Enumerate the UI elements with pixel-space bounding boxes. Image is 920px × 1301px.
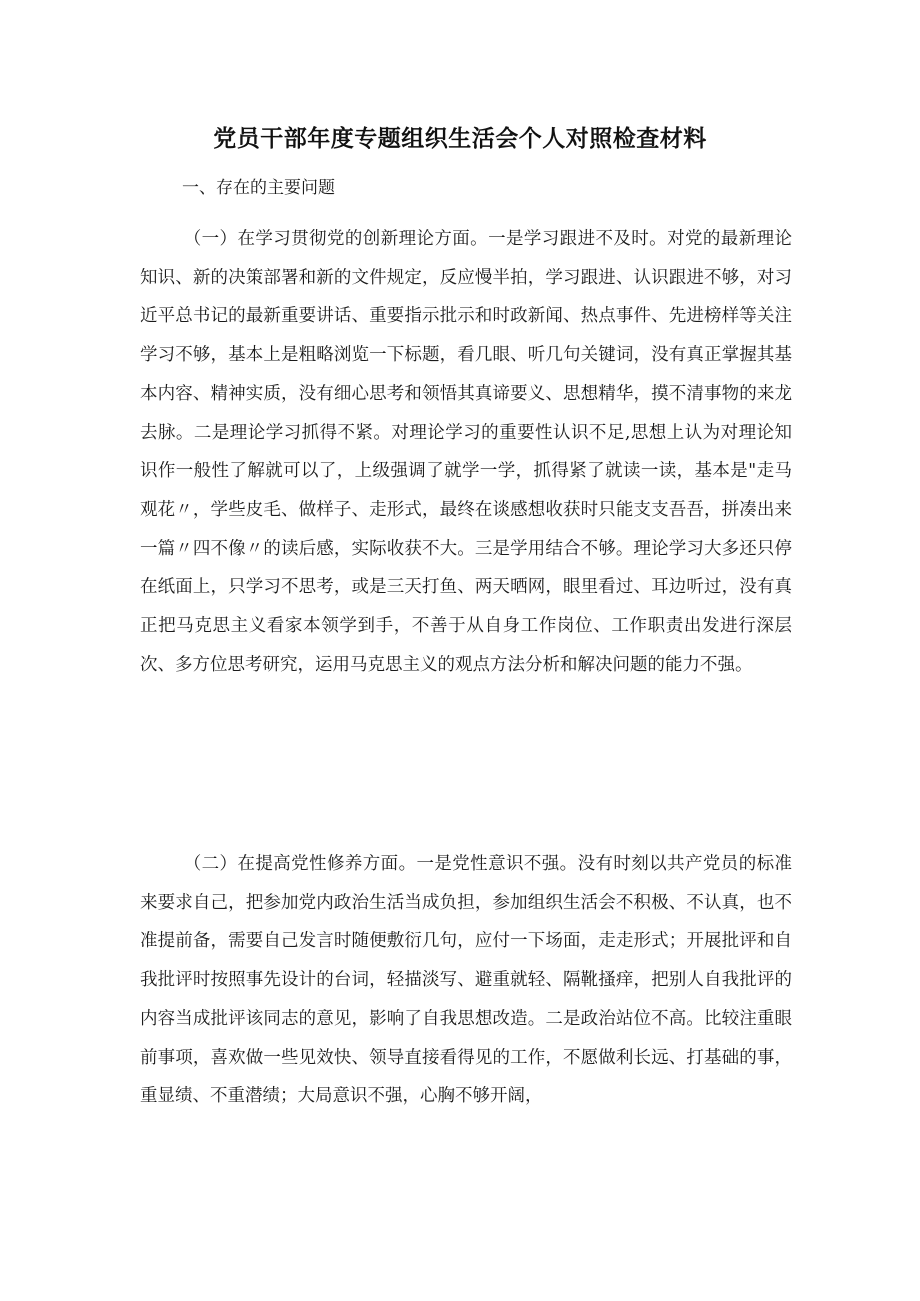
paragraph-party-spirit: （二）在提高党性修养方面。一是党性意识不强。没有时刻以共产党员的标准来要求自己，把参加党内政治生活当成负担，参加组织生活会不积极、不认真，也不准提前备，需要自己发言时随便敷衍几句，应付一下场面，走走形式；开展批评和自我批评时按照事先设计的台词，轻描淡写、避重就轻、隔靴搔痒，把别人自我批评的内容当成批评该同志的意见，影响了自我思想改造。二是政治站位不高。比较注重眼前事项，喜欢做一些见效快、领导直接看得见的工作，不愿做利长远、打基础的事，重显绩、不重潜绩；大局意识不强，心胸不够开阔，: [140, 854, 792, 1107]
paragraph-study-theory: （一）在学习贯彻党的创新理论方面。一是学习跟进不及时。对党的最新理论知识、新的决策部署和新的文件规定，反应慢半拍，学习跟进、认识跟进不够，对习近平总书记的最新重要讲话、重要指示批示和时政新闻、热点事件、先进榜样等关注学习不够，基本上是粗略浏览一下标题，看几眼、听几句关键词，没有真正掌握其基本内容、精神实质，没有细心思考和领悟其真谛要义、思想精华，摸不清事物的来龙去脉。二是理论学习抓得不紧。对理论学习的重要性认识不足,思想上认为对理论知识作一般性了解就可以了，上级强调了就学一学，抓得紧了就读一读，基本是"走马观花〃，学些皮毛、做样子、走形式，最终在谈感想收获时只能支支吾吾，拼凑出来一篇〃四不像〃的读后感，实际收获不大。三是学用结合不够。理论学习大多还只停在纸面上，只学习不思考，或是三天打鱼、两天晒网，眼里看过、耳边听过，没有真正把马克思主义看家本领学到手，不善于从自身工作岗位、工作职责出发进行深层次、多方位思考研究，运用马克思主义的观点方法分析和解决问题的能力不强。: [140, 229, 792, 675]
document-title: 党员干部年度专题组织生活会个人对照检查材料: [213, 126, 707, 152]
section-heading: 一、存在的主要问题: [182, 178, 335, 198]
